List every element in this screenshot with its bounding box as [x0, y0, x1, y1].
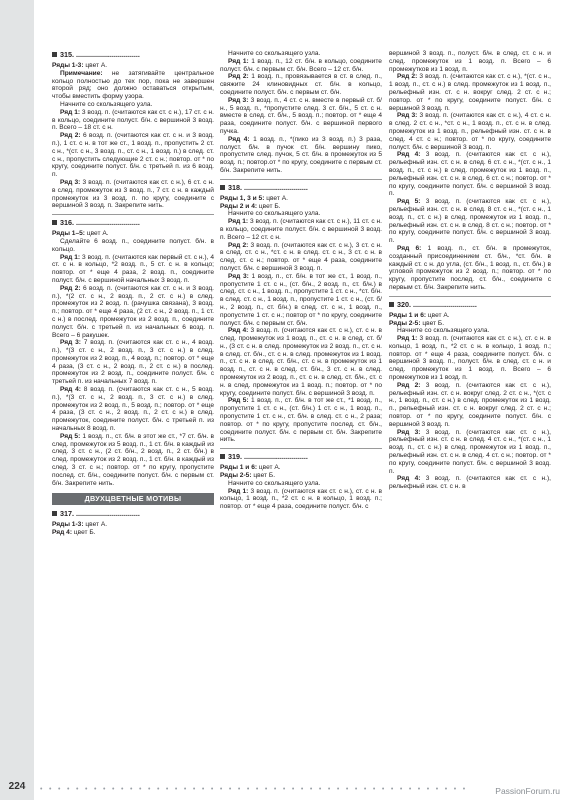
row-5: Ряд 5: 1 возд. п., ст. б/н. в тот же ст., *1 возд. п., пропустите 1 ст. с н., (ст. б/н.) 1 ст. с н., 1 возд. п., пропустите 1 ст. с н., ст. б/н. в след. ст. с н., 2 раза; повтор. от * по кругу, пропустите послед. ст. б/н., соедините полуст. б/н. с первым ст. б/н. Закрепите нить. [220, 397, 382, 444]
color-rows: Ряды 1-3: цвет А. [52, 521, 108, 529]
column-2 [220, 50, 382, 515]
row-label: Ряд 2: [228, 241, 249, 249]
pattern-319 [220, 452, 382, 511]
pattern-title: 319. ................................ [220, 452, 382, 463]
row-label: Ряды 1 и 6: [389, 311, 427, 319]
row-3: Ряд 3: 3 возд. п., 4 ст. с н. вместе в первый ст. б/н., 5 возд. п., *пропустите след. 3 ст. б/н., 5 ст. с н. вместе в след. ст. б/н., 5 возд. п.; повтор. от * еще 4 раза, соедините полуст. б/н. с вершиной первого пучка. [220, 96, 382, 135]
row-1: Ряд 1: 3 возд. п. (считаются как первый ст. с н.), 4 ст. с н. в кольцо, *2 возд. п., 5 ст. с н. в кольцо; повтор. от * еще 4 раза, 2 возд. п., соедините полуст. б/н. с вершиной начальных 3 возд. п. [52, 253, 214, 284]
watermark: PassionForum.ru [495, 786, 560, 796]
row-label: Ряды 1–5: [52, 230, 86, 238]
row-label: Ряд 1: [228, 487, 249, 495]
instruction: Начните со скользящего узла. [60, 100, 153, 108]
row-3: Ряд 3: 7 возд. п. (считаются как ст. с н., 4 возд. п.), *(3 ст. с н., 2 возд. п., 3 ст. с н.) в след. промежуток из 2 возд. п., 4 возд. п.; повтор. от * еще 4 раза, (3 ст. с н., 2 возд. п., 2 ст. с н.) в послед. промежуток из 2 возд. п., соедините полуст. б/н. с третьей п. из начальных 7 возд. п. [52, 339, 214, 386]
instruction: Сделайте 6 возд. п., соедините полуст. б/н. в кольцо. [52, 237, 214, 253]
row-label: Ряд 6: [397, 244, 422, 252]
row-label: Ряд 2: [60, 284, 81, 292]
pattern-title: 315. ................................ [52, 50, 214, 61]
color-rows: Ряды 2 и 4: цвет Б. [220, 202, 281, 210]
square-bullet-icon [220, 454, 225, 459]
row-3: Ряд 3: 3 возд. п. (считаются как ст. с н.), рельефный изн. ст. с н. в след. 4 ст. с н., *(ст. с н., 1 возд. п., ст. с н.) в след. промежуток из 1 возд. п., рельефный изн. ст. с н. в след. 4 ст. с н.; повтор. от * по кругу, соедините полуст. б/н. с вершиной 3 возд. п. [389, 428, 551, 475]
row-label: Ряды 1 и 6: [220, 464, 258, 472]
row-label: Ряд 3: [228, 272, 249, 280]
row-1: Ряд 1: 3 возд. п. (считаются как ст. с н.), 17 ст. с н. в кольцо, соедините полуст. б/н. с вершиной 3 возд. п. Всего – 18 ст. с н. [52, 108, 214, 132]
row-label: Ряд 3: [228, 96, 249, 104]
square-bullet-icon [52, 511, 57, 516]
row-label: Ряд 2: [397, 381, 421, 389]
instruction: Начните со скользящего узла. [228, 479, 321, 487]
instruction: Начните со скользящего узла. [397, 327, 490, 335]
row-4: Ряд 4: 3 возд. п. (считаются как ст. с н.), рельефный изн. ст. с н. в [389, 475, 551, 491]
pattern-315 [52, 50, 214, 210]
row-label: Ряды 2-5: [389, 319, 421, 327]
square-bullet-icon [52, 220, 57, 225]
square-bullet-icon [389, 302, 394, 307]
row-label: Ряды 2 и 4: [220, 202, 258, 210]
row-label: Ряд 4: [228, 327, 249, 335]
row-2: Ряд 2: 1 возд. п., провязывается в ст. в след. п., свяжите 24 клиновидных ст. б/н. в кольцо, соедините полуст. б/н. с первым ст. б/н. [220, 73, 382, 96]
page-side-bar [0, 0, 34, 800]
row-label: Ряд 5: [228, 397, 249, 405]
row-label: Ряд 4: [397, 151, 421, 159]
row-2: Ряд 2: 3 возд. п. (считаются как ст. с н.), 3 ст. с н. в след. ст. с н., *ст. с н. в след. ст. с н., 3 ст. с н. в след. ст. с н.; повтор. от * еще 4 раза, соедините полуст. б/н. с вершиной 3 возд. п. [220, 241, 382, 272]
row-1-continued: вершиной 3 возд. п., полуст. б/н. в след. ст. с н. и след. промежуток из 1 возд. п. Всего – 6 промежутков из 1 возд. п. [389, 50, 551, 73]
divider [220, 179, 382, 180]
row-1: Ряд 1: 3 возд. п. (считаются как ст. с н.), ст. с н. в кольцо, 1 возд. п., *2 ст. с н. в кольцо, 1 возд. п.; повтор. от * еще 4 раза, соедините полуст. б/н. с [220, 487, 382, 511]
color-rows: Ряды 2-5: цвет Б. [389, 319, 445, 327]
pattern-320 [389, 300, 551, 491]
pattern-title: 318. ................................ [220, 183, 382, 194]
square-bullet-icon [52, 52, 57, 57]
divider [389, 296, 551, 297]
row-label: Ряд 4: [52, 529, 73, 537]
column-3 [389, 50, 551, 495]
row-label: Ряд 2: [397, 73, 418, 81]
row-4: Ряд 4: 8 возд. п. (считаются как ст. с н., 5 возд. п.), *(3 ст. с н., 2 возд. п., 3 ст. с н.) в след. промежуток из 2 возд. п., 5 возд. п.; повтор. от * еще 4 раза, (3 ст. с н., 2 возд. п., 2 ст. с н.) в след. промежуток, соедините полуст. б/н. с третьей п. из начальных 8 возд. п. [52, 386, 214, 433]
row-label: Ряд 4: [397, 475, 421, 483]
row-4: Ряд 4: 3 возд. п. (считаются как ст. с н.), ст. с н. в след. промежуток из 1 возд. п., ст. с н. в след. ст. б/н., (3 ст. с н. в след. промежуток из 2 возд. п., ст. с н. в след. ст. б/н., ст. с н. в след. промежуток из 1 возд. п., ст. с н. в след. ст. б/н., ст. с н. в промежуток из 1 возд. п., ст. с н. в след. ст. б/н., 3 ст. с н. в след. промежуток из 2 возд. п., ст. с н. в след. ст. б/н., ст. с н. в след. промежуток из 1 возд. п.; повтор. от * по кругу, соедините полуст. б/н. с вершиной 3 возд. п. [220, 327, 382, 397]
row-3: Ряд 3: 1 возд. п., ст. б/н. в тот же ст., 1 возд. п., пропустите 1 ст. с н., (ст. б/н., 2 возд. п., ст. б/н.) в след. ст. с н., 1 возд. п., пропустите 1 ст. с н., *ст. б/н. в след. ст. с н., 1 возд. п., пропустите 1 ст. с н., (ст. б/н., 2 возд. п., ст. б/н.) в след. ст. с н., 1 возд. п., пропустите 1 ст. с н.; повтор от * по кругу, соедините полуст. б/н. с первым ст. б/н. [220, 272, 382, 327]
row-label: Ряд 5: [60, 432, 81, 440]
pattern-319-continued [389, 50, 551, 292]
row-6: Ряд 6: 1 возд. п., ст. б/н. в промежуток, созданный присоединением ст. б/н., *ст. б/н. в каждый ст. с н. до угла, (ст. б/н., 1 возд. п., ст. б/н.) в угловой промежуток из 2 возд. п.; повтор. от * по кругу, пропустите послед. ст. б/н., соедините с первым ст. б/н. Закрепите нить. [389, 244, 551, 291]
row-4: Ряд 4: 3 возд. п. (считаются как ст. с н.), рельефный изн. ст. с н. в след. 6 ст. с н., *(ст. с н., 1 возд. п., ст. с н.) в след. промежуток из 1 возд. п., рельефный изн. ст. с н. в след. 6 ст. с н.; повтор. от * по кругу, соедините полуст. б/н. с вершиной 3 возд. п. [389, 151, 551, 198]
row-label: Ряд 2: [228, 73, 249, 81]
row-2: Ряд 2: 3 возд. п. (считаются как ст. с н.), *(ст. с н., 1 возд. п., ст. с н.) в след. промежуток из 1 возд. п., рельефный изн. ст. с н. вокруг след. 2 ст. с н.; повтор. от * по кругу, соедините полуст. б/н. с вершиной 3 возд. п. [389, 73, 551, 112]
row-3: Ряд 3: 3 возд. п. (считаются как ст. с н.), 6 ст. с н. в след. промежуток из 3 возд. п., 7 ст. с н. в каждый промежуток из 3 возд. п. по кругу, соедините с вершиной 3 возд. п. Закрепите нить. [52, 178, 214, 210]
row-label: Примечание: [60, 69, 103, 77]
row-label: Ряды 2-5: [220, 472, 252, 480]
pattern-317 [52, 509, 214, 537]
page-dots: • • • • • • • • • • • • • • • • • • • • • • • • • • • • • • • • • • • • • • • • • • • • • • • • [40, 786, 468, 793]
row-label: Ряд 3: [397, 112, 418, 120]
row-2: Ряд 2: 6 возд. п. (считаются как ст. с н. и 3 возд. п.), 1 ст. с н. в тот же ст., 1 возд. п., пропустить 2 ст. с н., *(ст. с н., 3 возд. п., ст. с н., 1 возд. п.) в след. ст. с н., пропустить следующие 2 ст. с н.; повтор. от * по кругу, соедините полуст. б/н. с третьей п. из 6 возд. п. [52, 132, 215, 179]
color-rows: Ряды 1–5: цвет А. [52, 230, 109, 238]
divider [220, 448, 382, 449]
pattern-title: 320. ................................ [389, 300, 551, 311]
row-label: Ряд 1: [397, 335, 418, 343]
row-label: Ряд 3: [397, 428, 421, 436]
pattern-318 [220, 183, 382, 445]
pattern-316 [52, 218, 214, 487]
row-5: Ряд 5: 1 возд. п., ст. б/н. в этот же ст., *7 ст. б/н. в след. промежуток из 5 возд. п., 1 ст. б/н. в каждый из след. 3 ст. с н., (2 ст. б/н., 2 возд. п., 2 ст. б/н.) в след. промежуток из 2 возд. п., 1 ст. б/н. в каждый из след. 3 ст. с н.; повтор. от * по кругу, пропустите послед. ст. б/н., соедините полуст. б/н. с первым ст. б/н. Закрепите нить. [52, 432, 214, 487]
row-label: Ряд 3: [60, 178, 81, 186]
note: Примечание: не затягивайте центральное кольцо полностью до тех пор, пока не завершен второй ряд; оно должно оставаться открытым, чтобы вместить форму узора. [52, 69, 214, 101]
square-bullet-icon [220, 185, 225, 190]
row-3: Ряд 3: 3 возд. п. (считаются как ст. с н.), 4 ст. с н. в след. 2 ст. с н., *ст. с н., 1 возд. п., ст. с н. в след. промежуток из 1 возд. п., рельефный изн. ст. с н. в след. 4 ст. с н.; повтор. от * по кругу, соедините полуст. б/н. с вершиной 3 возд. п. [389, 112, 551, 151]
color-rows: Ряды 1 и 6: цвет А. [389, 311, 450, 319]
instruction: Начните со скользящего узла. [228, 210, 321, 218]
row-label: Ряд 2: [60, 132, 81, 140]
row-2: Ряд 2: 3 возд. п. (считаются как ст. с н.), рельефный изн. ст. с н. вокруг след. 2 ст. с н., *(ст. с н., 1 возд. п., ст. с н.) в след. промежуток из 1 возд. п., рельефный изн. ст. с н. вокруг след. 2 ст. с н.; повтор. от * по кругу, соедините полуст. б/н. с вершиной 3 возд. п. [389, 381, 551, 428]
row-1: Ряд 1: 3 возд. п. (считаются как ст. с н.), ст. с н. в кольцо, 1 возд. п., *2 ст. с н. в кольцо, 1 возд. п.; повтор. от * еще 4 раза, соедините полуст. б/н. с вершиной 3 возд. п., полуст. б/н. в след. ст. с н. и след. промежуток из 1 возд. п. Всего – 6 промежутков из 1 возд. п. [389, 335, 551, 382]
pattern-title: 316. ................................ [52, 218, 214, 229]
row-label: Ряд 1: [228, 57, 249, 65]
row-5: Ряд 5: 3 возд. п. (считаются как ст. с н.), рельефный изн. ст. с н. в след. 8 ст. с н., *(ст. с н., 1 возд. п., ст. с н.) в след. промежуток из 1 возд. п., рельефный изн. ст. с н. в след. 8 ст. с н.; повтор. от * по кругу, соедините полуст. б/н. с вершиной 3 возд. п. [389, 198, 551, 245]
row-1: Ряд 1: 1 возд. п., 12 ст. б/н. в кольцо, соедините полуст. б/н. с первым ст. б/н. Всего – 12 ст. б/н. [220, 57, 382, 73]
color-rows: Ряды 1 и 6: цвет А. [220, 464, 281, 472]
column-1 [52, 50, 214, 541]
instruction: Начните со скользящего узла. [228, 50, 321, 57]
pattern-317-continued [220, 50, 382, 175]
row-label: Ряд 1: [60, 253, 81, 261]
section-heading: ДВУХЦВЕТНЫЕ МОТИВЫ [52, 493, 214, 505]
row-label: Ряд 1: [228, 218, 249, 226]
row-label: Ряд 4: [60, 386, 81, 394]
row-label: Ряды 1, 3 и 5: [220, 194, 265, 202]
page-number: 224 [8, 781, 26, 792]
color-rows: Ряды 1-3: цвет А. [52, 62, 108, 69]
pattern-title: 317. ................................ [52, 509, 214, 520]
row-2: Ряд 2: 6 возд. п. (считаются как ст. с н. и 3 возд. п.), *(2 ст. с н., 2 возд. п., 2 ст. с н.) в след. промежуток из 2 возд. п. (рачушка связана), 3 возд. п.; повтор. от * еще 4 раза, (2 ст. с н., 2 возд. п., 1 ст. с н.) в послед. промежуток из 2 возд. п., соедините полуст. б/н. с третьей п. из начальных 6 возд. п. Всего – 6 ракушек. [52, 284, 215, 339]
row-label: Ряд 1: [60, 108, 81, 116]
row-1: Ряд 1: 3 возд. п. (считаются как ст. с н.), 11 ст. с н. в кольцо, соедините полуст. б/н. с вершиной 3 возд. п. Всего – 12 ст. с н. [220, 218, 382, 241]
row-4: Ряд 4: 1 возд. п., *(пико из 3 возд. п.) 3 раза, полуст. б/н. в пучок ст. б/н. вершину пико, пропустите след. пучок, 5 ст. б/н. в промежуток из 5 возд. п.; повтор.от * по кругу, соедините с первым ст. б/н. Закрепите нить. [220, 135, 382, 174]
row-label: Ряд 4: [228, 135, 250, 143]
color-rows: Ряд 4: цвет Б. [52, 529, 96, 537]
row-label: Ряды 1-3: [52, 521, 84, 529]
row-label: Ряды 1-3: [52, 62, 84, 69]
row-label: Ряд 3: [60, 339, 81, 347]
divider [52, 214, 214, 215]
color-rows: Ряды 2-5: цвет Б. [220, 472, 276, 480]
color-rows: Ряды 1, 3 и 5: цвет А. [220, 194, 288, 202]
row-label: Ряд 5: [397, 198, 421, 206]
